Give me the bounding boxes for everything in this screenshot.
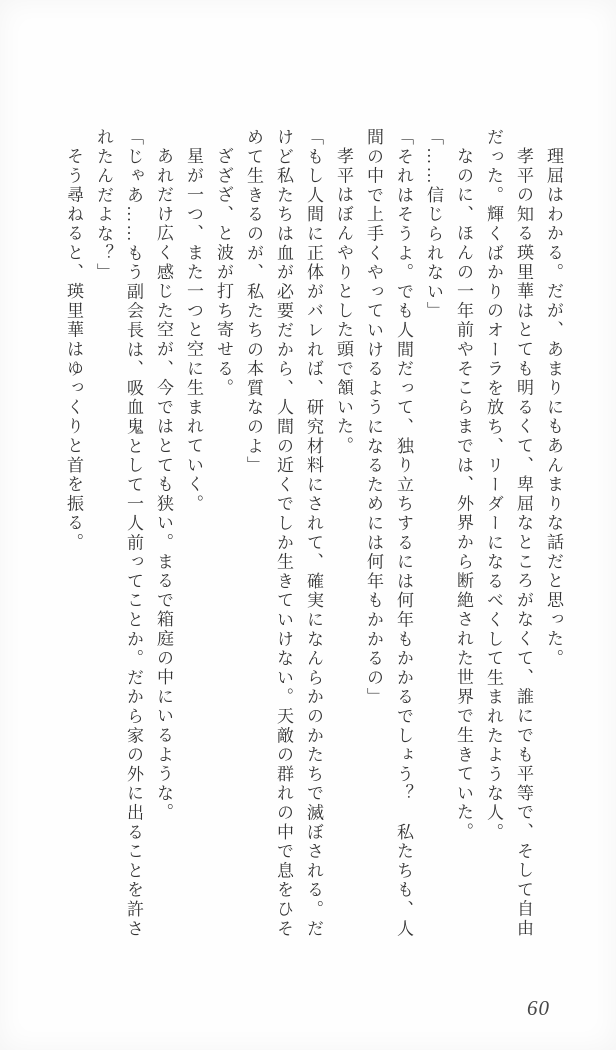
paragraph-1: 理屈はわかる。だが、あまりにもあんまりな話だと思った。 <box>544 147 563 669</box>
paragraph-2: 孝平の知る瑛里華はとても明るくて、卑屈なところがなくて、誰にでも平等で、そして自由だった。輝くばかりのオーラを放ち、リーダーになるべくして生まれたような人。 <box>484 128 533 939</box>
paragraph-4: 「……信じられない」 <box>424 128 443 321</box>
paragraph-11: 「じゃあ……もう副会長は、吸血鬼として一人前ってことか。だから家の外に出ることを許されたんだよな？」 <box>94 128 143 939</box>
paragraph-5: 「それはそうよ。でも人間だって、独り立ちするには何年もかかるでしょう？ 私たちも、人間の中で上手くやっていけるようになるためには何年もかかるの」 <box>364 128 413 939</box>
paragraph-6: 孝平はぼんやりとした頭で頷いた。 <box>334 147 353 457</box>
page-number: 60 <box>527 996 550 1020</box>
paragraph-7: 「もし人間に正体がバレれば、研究材料にされて、確実になんらかのかたちで滅ぼされる。だけど私たちは血が必要だから、人間の近くでしか生きていけない。天敵の群れの中で息をひそめて生きるのが、私たちの本質なのよ」 <box>244 128 323 939</box>
paragraph-9: 星が一つ、また一つと空に生まれていく。 <box>184 147 203 514</box>
paragraph-3: なのに、ほんの一年前やそこらまでは、外界から断絶された世界で生きていた。 <box>454 147 473 843</box>
paragraph-10: あれだけ広く感じた空が、今ではとても狭い。まるで箱庭の中にいるような。 <box>154 147 173 823</box>
paragraph-12: そう尋ねると、瑛里華はゆっくりと首を振る。 <box>64 147 83 553</box>
page-text <box>58 128 568 940</box>
paragraph-8: ざざざ、と波が打ち寄せる。 <box>214 147 233 399</box>
